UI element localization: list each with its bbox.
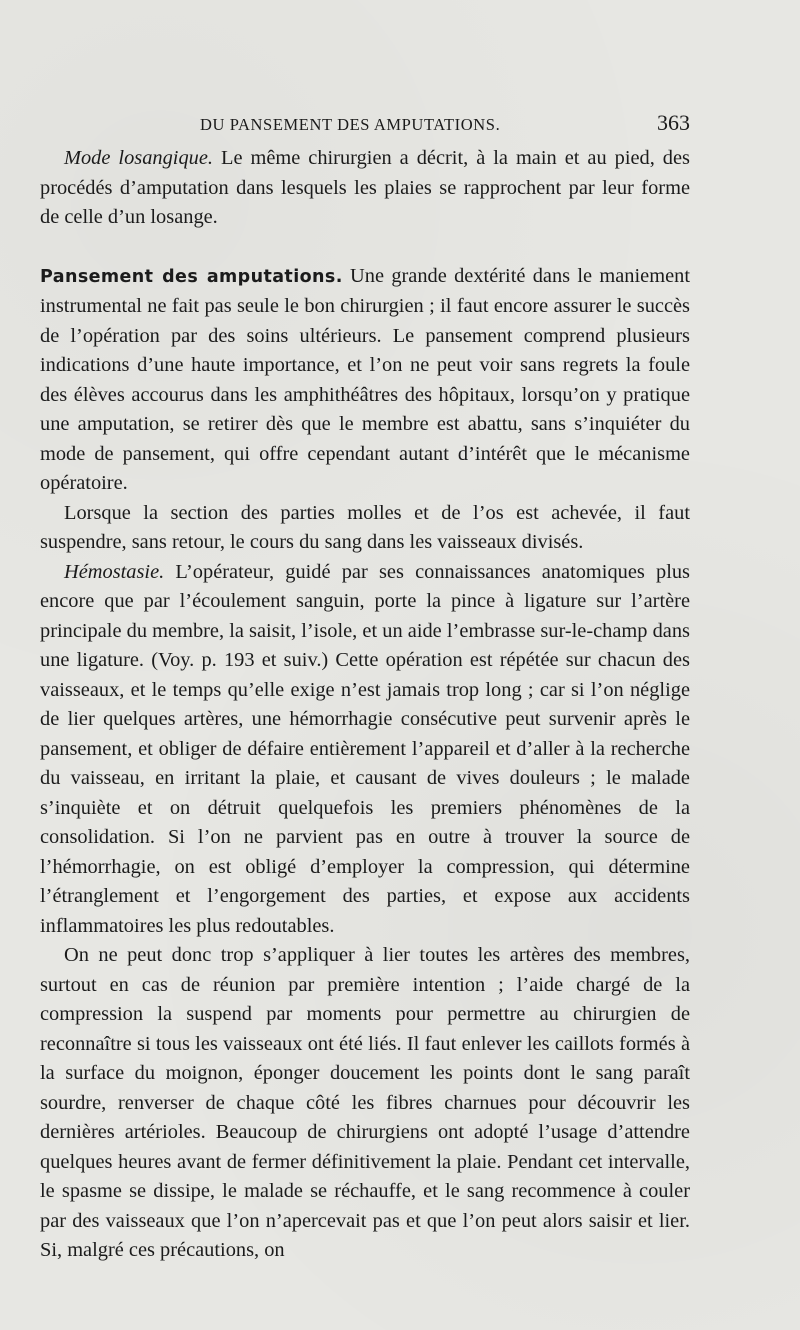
paragraph-text: Une grande dextérité dans le maniement instrumental ne fait pas seule le bon chirurgien ; il faut encore assurer le succès de l’opération par des soins ultérieurs. Le pansement comprend plusieurs indications d’une haute importance, et l’on ne peut voir sans regrets la foule des élèves accourus dans les amphithéâtres des hôpitaux, lorsqu’on y pratique une amputation, se retirer dès que le membre est abattu, sans s’inquiéter du mode de pansement, qui offre cependant autant d’intérêt que le mécanisme opératoire. (40, 264, 690, 494)
section-spacer (40, 233, 690, 262)
paragraph-section-parties (40, 499, 690, 558)
paragraph-hemostasie (40, 558, 690, 942)
paragraph-lead-italic: Hémostasie. (64, 560, 165, 583)
section-heading: Pansement des amputations. (40, 266, 343, 287)
text-body (40, 144, 690, 1266)
paragraph-pansement (40, 262, 690, 499)
page-number: 363 (657, 110, 690, 135)
running-title: DU PANSEMENT DES AMPUTATIONS. (200, 115, 501, 134)
paragraph-lead-italic: Mode losangique. (64, 147, 213, 169)
paragraph-text: On ne peut donc trop s’appliquer à lier toutes les artères des membres, surtout en cas de réunion par première intention ; l’aide chargé de la compression la suspend par moments pour permettre au chirurgien de reconnaître si tous les vaisseaux ont été liés. Il faut enlever les caillots formés à la surface du moignon, éponger doucement les points dont le sang paraît sourdre, renverser de chaque côté les fibres charnues pour découvrir les dernières artérioles. Beaucoup de chirurgiens ont adopté l’usage d’attendre quelques heures avant de fermer définitivement la plaie. Pendant cet intervalle, le spasme se dissipe, le malade se réchauffe, et le sang recommence à couler par des vaisseaux que l’on n’apercevait pas et que l’on peut alors saisir et lier. Si, malgré ces précautions, on (40, 944, 690, 1261)
paragraph-on-ne-peut (40, 941, 690, 1266)
paragraph-mode-losangique (40, 144, 690, 233)
running-header (40, 110, 690, 139)
paragraph-text: L’opérateur, guidé par ses connaissances anatomiques plus encore que par l’écoulement sanguin, porte la pince à ligature sur l’artère principale du membre, la saisit, l’isole, et un aide l’embrasse sur-le-champ dans une ligature. (Voy. p. 193 et suiv.) Cette opération est répétée sur chacun des vaisseaux, et le temps qu’elle exige n’est jamais trop long ; car si l’on néglige de lier quelques artères, une hémorrhagie consécutive peut survenir après le pansement, et obliger de défaire entièrement l’appareil et d’aller à la recherche du vaisseau, en irritant la plaie, et causant de vives douleurs ; le malade s’inquiète et on détruit quelquefois les premiers phénomènes de la consolidation. Si l’on ne parvient pas en outre à trouver la source de l’hémorrhagie, on est obligé d’employer la compression, qui détermine l’étranglement et l’engorgement des parties, et expose aux accidents inflammatoires les plus redoutables. (40, 560, 690, 937)
paragraph-text: Le même chirurgien a décrit, à la main et au pied, des procédés d’amputation dans lesquels les plaies se rapprochent par leur forme de celle d’un losange. (40, 147, 690, 228)
paragraph-text: Lorsque la section des parties molles et de l’os est achevée, il faut suspendre, sans retour, le cours du sang dans les vaisseaux divisés. (40, 501, 690, 553)
